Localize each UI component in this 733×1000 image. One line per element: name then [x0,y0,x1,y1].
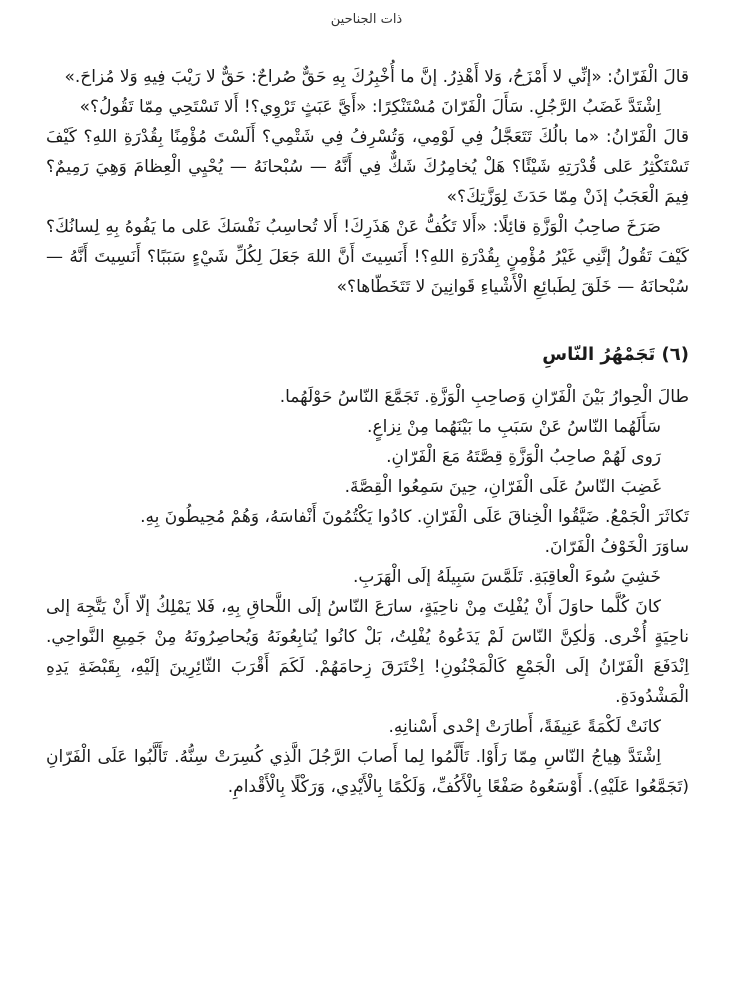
paragraph: غَضِبَ النّاسُ عَلَى الْفَرّانِ، حِينَ سَمِعُوا الْقِصَّةَ. [344,477,661,497]
paragraph: رَوى لَهُمْ صاحِبُ الْوَزَّةِ قِصَّتَهُ مَعَ الْفَرّانِ. [386,447,661,467]
paragraph: كانَتْ لَكْمَةً عَنِيفَةً، أَطارَتْ إحْدى أَسْنانِهِ. [388,717,661,737]
running-header: ذات الجناحين [330,12,403,27]
paragraph: كانَ كُلَّما حاوَلَ أَنْ يُفْلِتَ مِنْ ناحِيَةٍ، سارَعَ النّاسُ إلَى اللَّحاقِ بِهِ، فَلا يَمْلِكُ إلّا أَنْ يَتَّجِهَ إلى ناحِيَةٍ أُخْرى. وَلٰكِنَّ النّاسَ لَمْ يَدَعُوهُ يُفْلِتُ، بَلْ كانُوا يُتابِعُونَهُ وَيُحاصِرُونَهُ مِنْ جَمِيعِ النَّواحِي. اِنْدَفَعَ الْفَرّانُ إلَى الْجَمْعِ كَالْمَجْنُونِ! اِخْتَرَقَ زِحامَهُمْ. لَكَمَ أَقْرَبَ الثّائِرِينَ إلَيْهِ، بِقَبْضَةِ يَدِهِ الْمَشْدُودَةِ. [46,597,689,707]
paragraph: اِشْتَدَّ غَضَبُ الرَّجُلِ. سَأَلَ الْفَرّانَ مُسْتَنْكِرًا: «أَيَّ عَبَثٍ تَرْوِي؟! أَلا تَسْتَحِي مِمّا تَقُولُ؟» [79,97,661,117]
paragraph: قالَ الْفَرّانُ: «إنِّي لا أَمْزَحُ، وَلا أَهْذِرُ. إنَّ ما أُخْبِرُكَ بِهِ حَقٌّ صُراحٌ: حَقٌّ لا رَيْبَ فِيهِ وَلا مُزاحَ.» [64,67,689,87]
paragraph: خَشِيَ سُوءَ الْعاقِبَةِ. تَلَمَّسَ سَبِيلَهُ إلَى الْهَرَبِ. [352,567,661,587]
paragraph: صَرَخَ صاحِبُ الْوَزَّةِ قائِلًا: «أَلا تَكُفُّ عَنْ هَذَرِكَ! أَلا تُحاسِبُ نَفْسَكَ عَلى ما يَفُوهُ بِهِ لِسانُكَ؟ كَيْفَ تَقُولُ إنَّنِي غَيْرُ مُؤْمِنٍ بِقُدْرَةِ اللهِ؟! أَنَسِيتَ أَنَّ اللهَ جَعَلَ لِكُلِّ شَيْءٍ سَبَبًا؟ أَنَسِيتَ أَنَّهُ — سُبْحانَهُ — خَلَقَ لِطَبائِعِ الْأَشْياءِ قَوانِينَ لا تَتَخَطّاها؟» [46,217,689,297]
section-spacer [46,302,689,340]
paragraph: سَأَلَهُما النّاسُ عَنْ سَبَبِ ما بَيْنَهُما مِنْ نِزاعٍ. [367,417,661,437]
paragraph: قالَ الْفَرّانُ: «ما بالُكَ تَتَعَجَّلُ فِي لَوْمِي، وَتُسْرِفُ فِي شَتْمِي؟ أَلَسْتَ مُؤْمِنًا بِقُدْرَةِ اللهِ؟ كَيْفَ تَسْتَكْثِرُ عَلى قُدْرَتِهِ شَيْئًا؟ هَلْ يُخامِرُكَ شَكٌّ فِي أَنَّهُ — سُبْحانَهُ — يُحْيِي الْعِظامَ وَهِيَ رَمِيمٌ؟ فِيمَ الْعَجَبُ إذَنْ مِمّا حَدَثَ لِوَزَّتِكَ؟» [46,127,689,207]
previous-section [46,62,689,302]
paragraph: تَكاثَرَ الْجَمْعُ. ضَيَّقُوا الْخِناقَ عَلَى الْفَرّانِ. كادُوا يَكْتُمُونَ أَنْفاسَهُ، وَهُمْ مُحِيطُونَ بِهِ. [140,507,689,527]
paragraph: ساوَرَ الْخَوْفُ الْفَرّانَ. [544,537,689,557]
section-6 [46,340,689,802]
section-heading: (٦) تَجَمْهُرُ النّاسِ [542,344,689,365]
body-text [46,62,689,802]
paragraph: طالَ الْحِوارُ بَيْنَ الْفَرّانِ وَصاحِبِ الْوَزَّةِ. تَجَمَّعَ النّاسُ حَوْلَهُما. [279,387,689,407]
paragraph: اِشْتَدَّ هِياجُ النّاسِ مِمّا رَأَوْا. تَأَلَّمُوا لِما أَصابَ الرَّجُلَ الَّذِي كُسِرَتْ سِنُّهُ. تَأَلَّبُوا عَلَى الْفَرّانِ (تَجَمَّعُوا عَلَيْهِ). أَوْسَعُوهُ صَفْعًا بِالْأَكُفِّ، وَلَكْمًا بِالْأَيْدِي، وَرَكْلًا بِالْأَقْدامِ. [46,747,689,797]
